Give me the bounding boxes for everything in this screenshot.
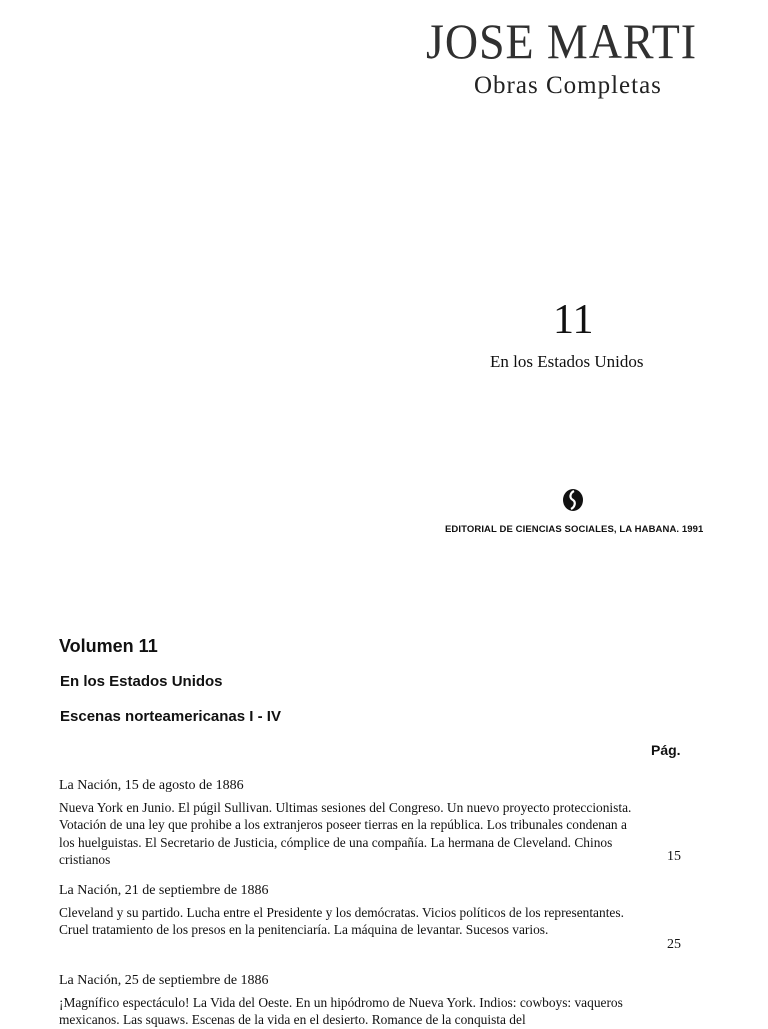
entry-source: La Nación, 15 de agosto de 1886 [59,778,244,793]
entry-source: La Nación, 25 de septiembre de 1886 [59,973,269,988]
subsection-title: Escenas norteamericanas I - IV [60,708,281,725]
toc-entry [59,972,699,1029]
entry-description: Nueva York en Junio. El púgil Sullivan. Ultimas sesiones del Congreso. Un nuevo proyecto proteccionista. Votación de una ley que prohibe a los extranjeros poseer tierras en la república. Los tribunales condenan a los huelguistas. El Secretario de Justicia, cómplice de una compañía. La hermana de Cleveland. Chinos cristianos [59,800,632,868]
page-column-label: Pág. [651,742,681,758]
volume-heading: Volumen 11 [59,636,158,656]
entry-description: ¡Magnífico espectáculo! La Vida del Oeste. En un hipódromo de Nueva York. Indios: cowboys: vaqueros mexicanos. Las squaws. Escenas de la vida en el desierto. Romance de la conquista del [59,995,623,1028]
entry-source: La Nación, 21 de septiembre de 1886 [59,883,269,898]
toc-entry [59,882,699,952]
section-title: En los Estados Unidos [60,673,223,690]
author-name: JOSE MARTI [426,13,697,69]
volume-number: 11 [553,297,594,343]
publisher-line: EDITORIAL DE CIENCIAS SOCIALES, LA HABANA. 1991 [445,524,704,535]
volume-subtitle: En los Estados Unidos [490,352,644,371]
entry-page-number: 15 [667,849,681,864]
collection-title: Obras Completas [474,72,662,99]
entry-page-number: 25 [667,937,681,952]
entry-description: Cleveland y su partido. Lucha entre el Presidente y los demócratas. Vicios políticos de los representantes. Cruel tratamiento de los presos en la penitenciaría. La máquina de levantar. Sucesos varios. [59,905,624,938]
publisher-logo-icon [562,488,584,512]
toc-entry [59,777,699,869]
